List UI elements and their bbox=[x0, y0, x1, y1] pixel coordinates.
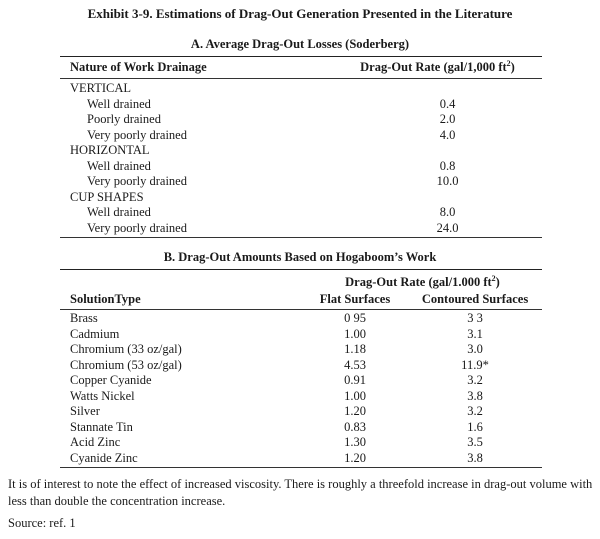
exhibit-title: Exhibit 3-9. Estimations of Drag-Out Generation Presented in the Literature bbox=[87, 6, 513, 21]
section-b-title: B. Drag-Out Amounts Based on Hogaboom’s Work bbox=[163, 250, 437, 264]
table-row bbox=[0, 311, 600, 327]
row-label: Very poorly drained bbox=[87, 220, 187, 235]
table-row bbox=[0, 420, 600, 436]
section-b-col-flat: Flat Surfaces bbox=[319, 292, 391, 306]
contoured-surfaces-value: 3.0 bbox=[467, 342, 483, 356]
section-b-top-rule bbox=[60, 269, 542, 270]
section-a-title: A. Average Drag-Out Losses (Soderberg) bbox=[190, 37, 410, 51]
flat-surfaces-value: 1.18 bbox=[344, 342, 366, 356]
contoured-surfaces-value: 3.8 bbox=[467, 450, 483, 465]
solution-type: Brass bbox=[70, 311, 98, 325]
solution-type: Copper Cyanide bbox=[70, 373, 152, 387]
table-row bbox=[0, 112, 600, 128]
drag-out-rate-value: 10.0 bbox=[436, 174, 459, 188]
section-a-header-rule bbox=[60, 78, 542, 79]
table-row bbox=[0, 143, 600, 159]
contoured-surfaces-value: 3.2 bbox=[467, 373, 483, 387]
table-row bbox=[0, 159, 600, 175]
table-row bbox=[0, 389, 600, 405]
section-b-col-contoured: Contoured Surfaces bbox=[421, 292, 529, 306]
source-line: Source: ref. 1 bbox=[8, 516, 76, 530]
table-row bbox=[0, 327, 600, 343]
contoured-surfaces-value: 3.8 bbox=[467, 388, 483, 403]
contoured-surfaces-value: 3.5 bbox=[467, 435, 483, 449]
flat-surfaces-value: 1.30 bbox=[344, 435, 366, 449]
solution-type: Chromium (33 oz/gal) bbox=[70, 342, 182, 356]
row-label: Very poorly drained bbox=[87, 174, 187, 188]
solution-type: Silver bbox=[70, 404, 100, 418]
flat-surfaces-value: 1.00 bbox=[344, 388, 366, 403]
row-label: Poorly drained bbox=[87, 112, 161, 126]
flat-surfaces-value: 0.91 bbox=[344, 373, 366, 387]
solution-type: Watts Nickel bbox=[70, 388, 135, 403]
section-b-group-header: Drag-Out Rate (gal/1.000 $ft^2$) bbox=[345, 273, 500, 289]
flat-surfaces-value: 1.20 bbox=[344, 404, 366, 418]
drag-out-rate-value: 0.8 bbox=[439, 158, 456, 173]
contoured-surfaces-value: 1.6 bbox=[467, 419, 483, 434]
table-row bbox=[0, 451, 600, 467]
contoured-surfaces-value: 11.9* bbox=[461, 357, 489, 372]
drag-out-rate-value: 24.0 bbox=[436, 220, 459, 235]
table-row bbox=[0, 342, 600, 358]
section-a-bottom-rule bbox=[60, 237, 542, 238]
section-a-col-nature: Nature of Work Drainage bbox=[70, 60, 207, 74]
flat-surfaces-value: 0.83 bbox=[344, 419, 366, 434]
table-row bbox=[0, 190, 600, 206]
solution-type: Cadmium bbox=[70, 326, 120, 341]
section-b-header-rule bbox=[60, 309, 542, 310]
flat-surfaces-value: 1.20 bbox=[344, 450, 366, 465]
table-row bbox=[0, 174, 600, 190]
section-a-top-rule bbox=[60, 56, 542, 57]
group-label: HORIZONTAL bbox=[70, 143, 150, 157]
viscosity-note: It is of interest to note the effect of increased viscosity. There is roughly a threefold increase in drag-out volume with less than double the concentration increase. bbox=[8, 477, 593, 508]
table-row bbox=[0, 81, 600, 97]
flat-surfaces-value: 4.53 bbox=[344, 357, 366, 372]
contoured-surfaces-value: 3 3 bbox=[467, 311, 483, 325]
table-row bbox=[0, 404, 600, 420]
table-row bbox=[0, 435, 600, 451]
solution-type: Cyanide Zinc bbox=[70, 450, 138, 465]
section-b-bottom-rule bbox=[60, 467, 542, 468]
row-label: Well drained bbox=[87, 158, 151, 173]
section-b-col-solution: SolutionType bbox=[70, 292, 141, 306]
solution-type: Acid Zinc bbox=[70, 435, 121, 449]
drag-out-rate-value: 8.0 bbox=[439, 205, 456, 219]
group-label: VERTICAL bbox=[70, 81, 132, 95]
solution-type: Stannate Tin bbox=[70, 419, 133, 434]
row-label: Well drained bbox=[87, 96, 151, 111]
drag-out-rate-value: 4.0 bbox=[439, 127, 456, 142]
group-label: CUP SHAPES bbox=[70, 189, 144, 204]
table-row bbox=[0, 358, 600, 374]
drag-out-rate-value: 0.4 bbox=[439, 96, 456, 111]
table-row bbox=[0, 373, 600, 389]
table-row bbox=[0, 97, 600, 113]
row-label: Well drained bbox=[87, 205, 151, 219]
flat-surfaces-value: 0 95 bbox=[344, 311, 366, 325]
contoured-surfaces-value: 3.1 bbox=[467, 326, 483, 341]
contoured-surfaces-value: 3.2 bbox=[467, 404, 483, 418]
drag-out-rate-value: 2.0 bbox=[439, 112, 456, 126]
table-row bbox=[0, 205, 600, 221]
solution-type: Chromium (53 oz/gal) bbox=[70, 357, 182, 372]
row-label: Very poorly drained bbox=[87, 127, 187, 142]
flat-surfaces-value: 1.00 bbox=[344, 326, 366, 341]
table-row bbox=[0, 221, 600, 237]
table-row bbox=[0, 128, 600, 144]
section-a-col-rate: Drag-Out Rate (gal/1,000 $ft^2$) bbox=[360, 58, 515, 74]
